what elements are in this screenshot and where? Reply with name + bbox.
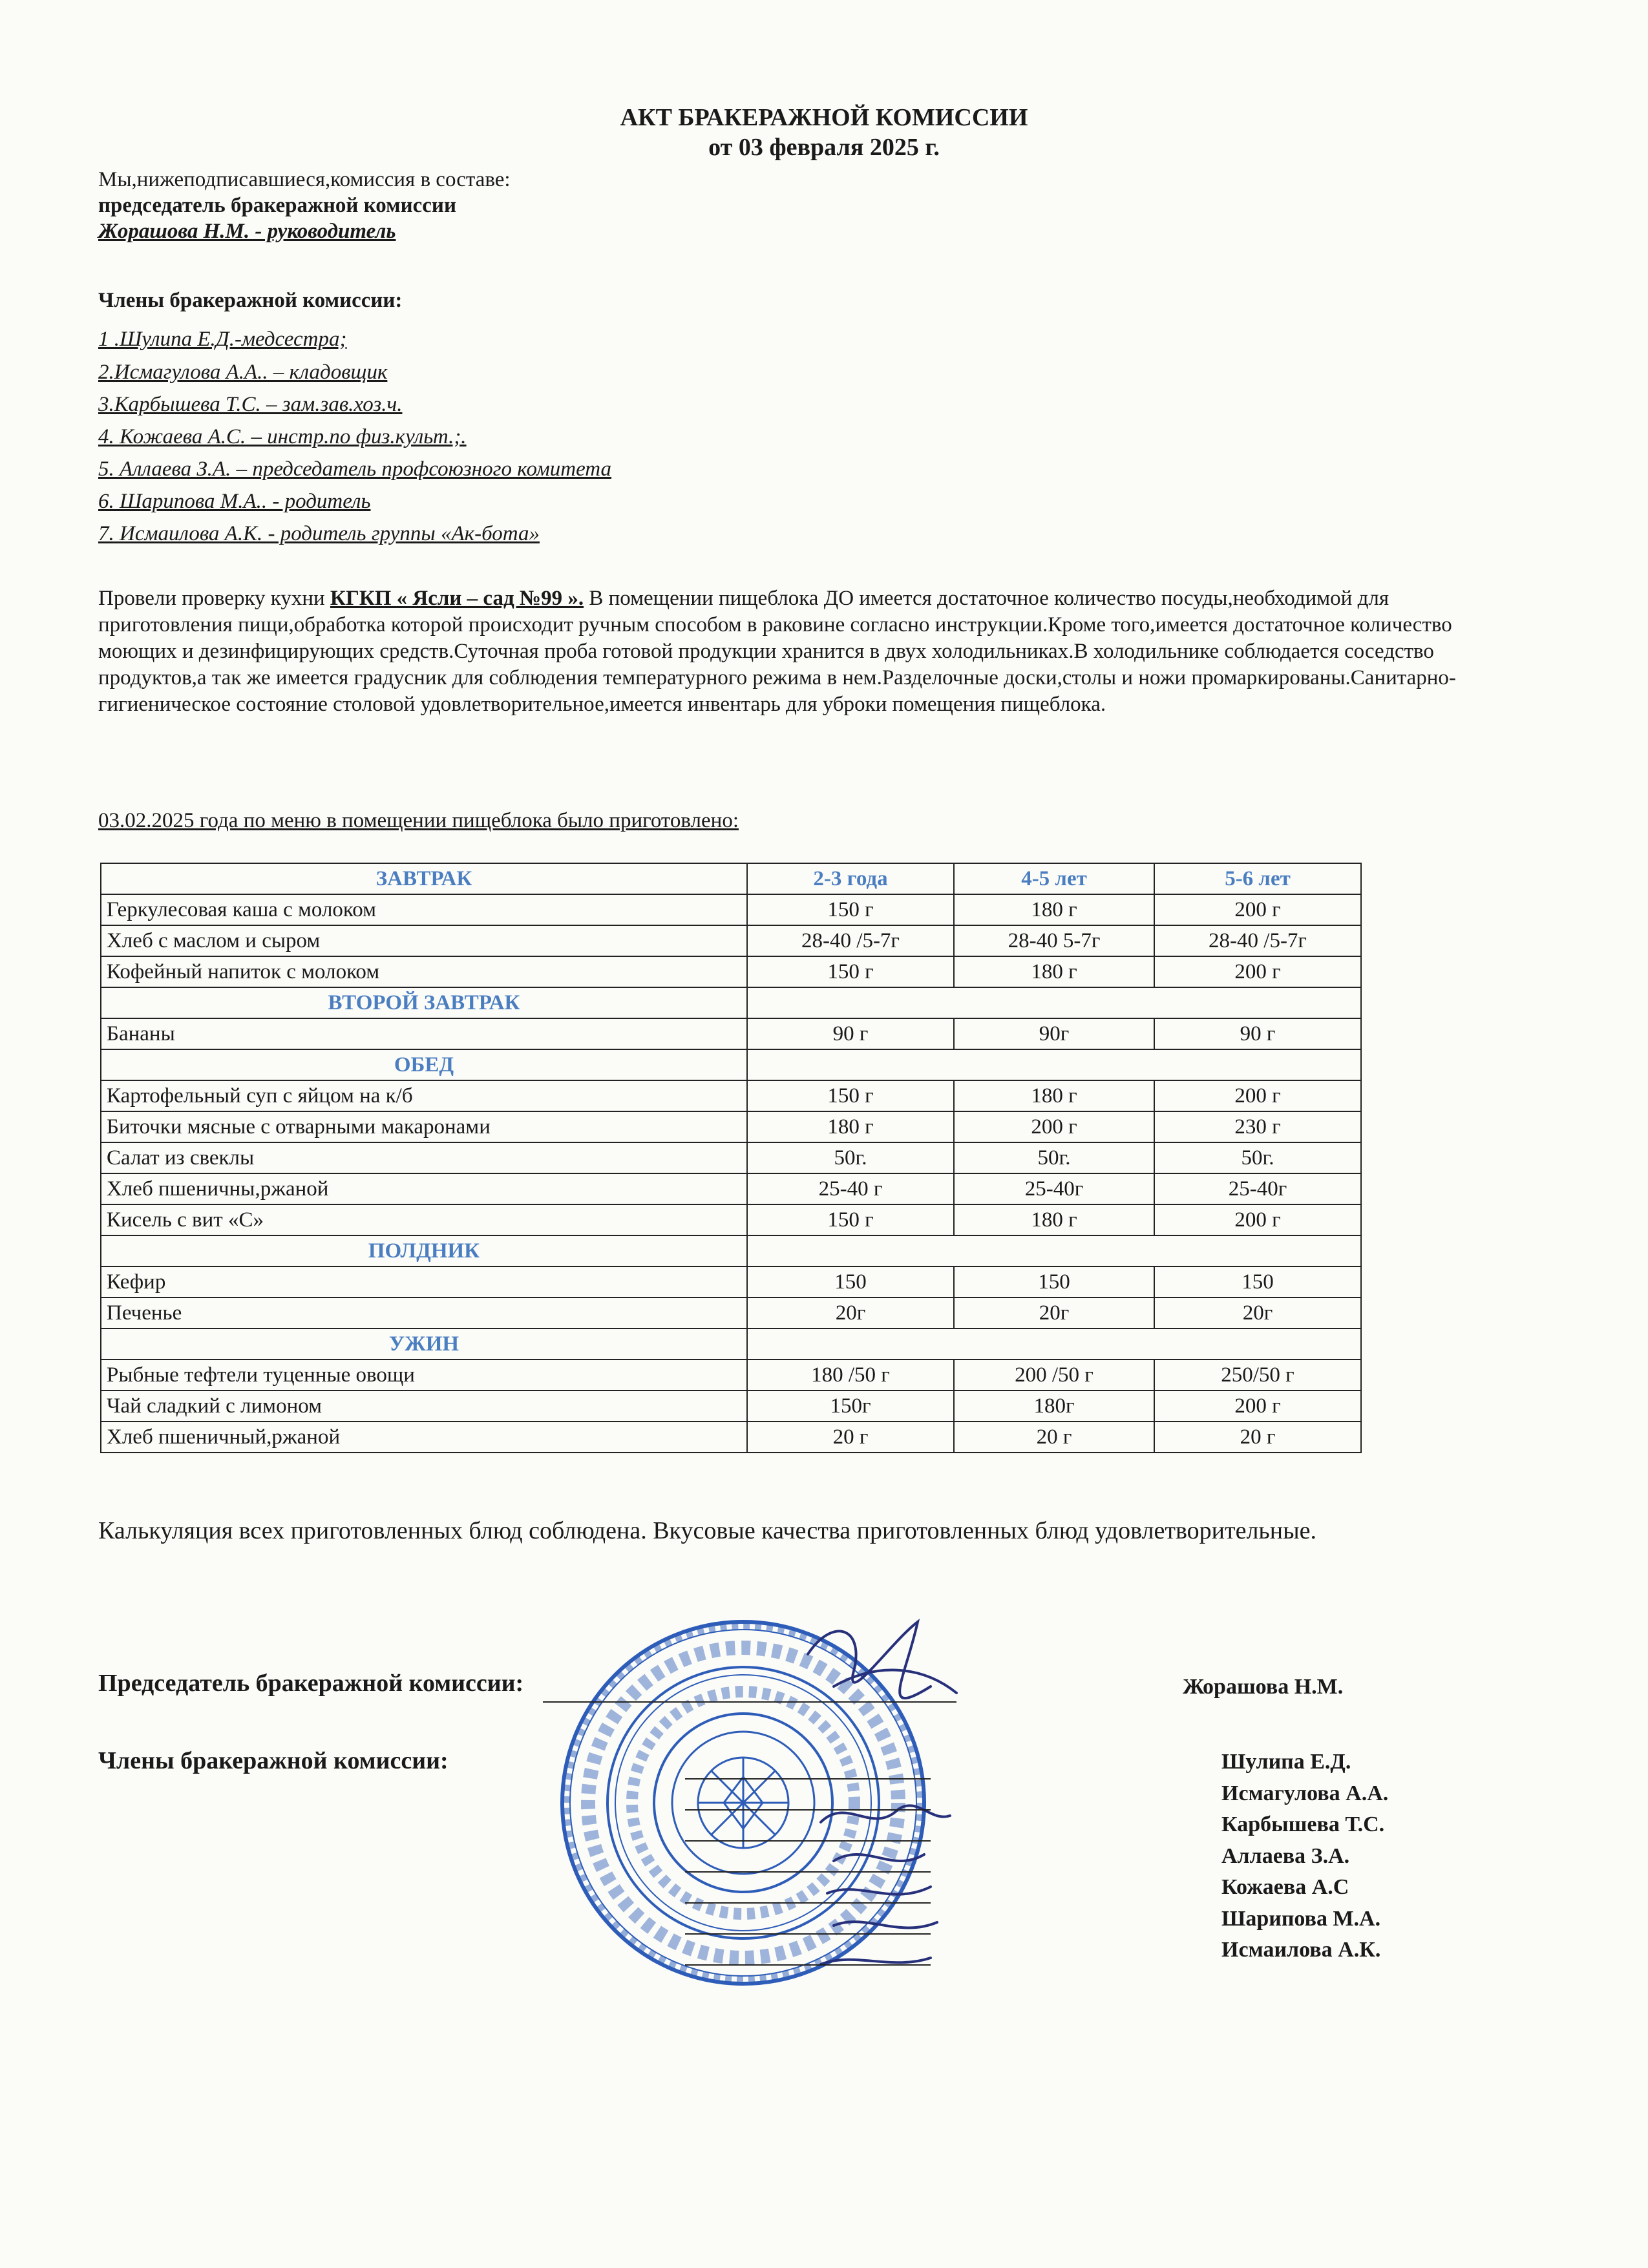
- portion-cell: 200 г: [1154, 1080, 1361, 1111]
- dish-name-cell: Картофельный суп с яйцом на к/б: [101, 1080, 747, 1111]
- portion-cell: 200 /50 г: [954, 1360, 1154, 1391]
- table-row: [101, 1266, 1361, 1297]
- member-signature-name: Кожаева А.С: [1221, 1875, 1349, 1899]
- member-line: 1 .Шулипа Е.Д.-медсестра;: [98, 328, 347, 351]
- dish-name-cell: Салат из свеклы: [101, 1142, 747, 1173]
- conclusion-text: Калькуляция всех приготовленных блюд соблюдена. Вкусовые качества приготовленных блюд удовлетворительные.: [98, 1517, 1316, 1544]
- portion-cell: 180 г: [747, 1111, 954, 1142]
- portion-cell: 90 г: [747, 1018, 954, 1049]
- menu-table: [100, 863, 1362, 1453]
- signature-line: [685, 1840, 931, 1842]
- dish-name-cell: Рыбные тефтели туценные овощи: [101, 1360, 747, 1391]
- portion-cell: 20г: [1154, 1297, 1361, 1328]
- portion-cell: 200 г: [1154, 1391, 1361, 1422]
- portion-cell: 150: [747, 1266, 954, 1297]
- member-line: 6. Шарипова М.А.. - родитель: [98, 490, 371, 513]
- portion-cell: 50г.: [954, 1142, 1154, 1173]
- dish-name-cell: Чай сладкий с лимоном: [101, 1391, 747, 1422]
- portion-cell: 230 г: [1154, 1111, 1361, 1142]
- portion-cell: 90г: [954, 1018, 1154, 1049]
- signature-line: [685, 1933, 931, 1935]
- portion-cell: 180 г: [954, 894, 1154, 925]
- table-row: [101, 925, 1361, 956]
- table-row: [101, 894, 1361, 925]
- meal-section-row: [101, 1049, 1361, 1080]
- member-line: 2.Исмагулова А.А.. – кладовщик: [98, 361, 388, 384]
- portion-cell: 28-40 /5-7г: [747, 925, 954, 956]
- portion-cell: 90 г: [1154, 1018, 1361, 1049]
- portion-cell: 180 г: [954, 1204, 1154, 1235]
- dish-name-cell: Геркулесовая каша с молоком: [101, 894, 747, 925]
- portion-cell: 200 г: [954, 1111, 1154, 1142]
- age-group-header-cell: 4-5 лет: [954, 863, 1154, 894]
- member-line: 3.Карбышева Т.С. – зам.зав.хоз.ч.: [98, 393, 403, 416]
- table-row: [101, 1080, 1361, 1111]
- portion-cell: 20 г: [954, 1422, 1154, 1453]
- empty-cell: [747, 987, 1361, 1018]
- portion-cell: 28-40 5-7г: [954, 925, 1154, 956]
- portion-cell: 150 г: [747, 956, 954, 987]
- inspection-paragraph: [98, 585, 1520, 718]
- meal-section-cell: ОБЕД: [101, 1049, 747, 1080]
- signature-line: [685, 1964, 931, 1966]
- dish-name-cell: Печенье: [101, 1297, 747, 1328]
- dish-name-cell: Хлеб пшеничный,ржаной: [101, 1422, 747, 1453]
- dish-name-cell: Кефир: [101, 1266, 747, 1297]
- portion-cell: 20 г: [1154, 1422, 1361, 1453]
- member-signature-name: Исмаилова А.К.: [1221, 1938, 1381, 1962]
- table-row: [101, 1422, 1361, 1453]
- portion-cell: 25-40 г: [747, 1173, 954, 1204]
- portion-cell: 20г: [747, 1297, 954, 1328]
- portion-cell: 50г.: [1154, 1142, 1361, 1173]
- table-row: [101, 1142, 1361, 1173]
- signature-line: [685, 1778, 931, 1780]
- document-title: АКТ БРАКЕРАЖНОЙ КОМИССИИ: [620, 104, 1028, 131]
- table-row: [101, 1204, 1361, 1235]
- table-row: [101, 1018, 1361, 1049]
- table-row: [101, 1360, 1361, 1391]
- meal-section-row: [101, 987, 1361, 1018]
- portion-cell: 200 г: [1154, 956, 1361, 987]
- dish-name-cell: Кисель с вит «С»: [101, 1204, 747, 1235]
- portion-cell: 150 г: [747, 1080, 954, 1111]
- portion-cell: 200 г: [1154, 1204, 1361, 1235]
- empty-cell: [747, 1049, 1361, 1080]
- chair-signature-label: Председатель бракеражной комиссии:: [98, 1670, 524, 1697]
- portion-cell: 25-40г: [954, 1173, 1154, 1204]
- signature-line: [685, 1902, 931, 1904]
- meal-header-cell: ЗАВТРАК: [101, 863, 747, 894]
- portion-cell: 150г: [747, 1391, 954, 1422]
- dish-name-cell: Хлеб пшеничны,ржаной: [101, 1173, 747, 1204]
- signature-line: [685, 1871, 931, 1873]
- dish-name-cell: Кофейный напиток с молоком: [101, 956, 747, 987]
- empty-cell: [747, 1328, 1361, 1360]
- empty-cell: [747, 1235, 1361, 1266]
- member-line: 5. Аллаева З.А. – председатель профсоюзного комитета: [98, 457, 612, 481]
- meal-section-row: [101, 1328, 1361, 1360]
- meal-section-cell: ПОЛДНИК: [101, 1235, 747, 1266]
- portion-cell: 250/50 г: [1154, 1360, 1361, 1391]
- portion-cell: 50г.: [747, 1142, 954, 1173]
- menu-header-row: [101, 863, 1361, 894]
- chair-signature-name: Жорашова Н.М.: [1183, 1675, 1344, 1699]
- signature-line: [685, 1809, 931, 1811]
- dish-name-cell: Хлеб с маслом и сыром: [101, 925, 747, 956]
- member-signature-name: Аллаева З.А.: [1221, 1843, 1350, 1868]
- portion-cell: 20 г: [747, 1422, 954, 1453]
- portion-cell: 150: [1154, 1266, 1361, 1297]
- chair-label: председатель бракеражной комиссии: [98, 194, 456, 217]
- portion-cell: 25-40г: [1154, 1173, 1361, 1204]
- table-row: [101, 1297, 1361, 1328]
- member-signature-name: Шарипова М.А.: [1221, 1906, 1381, 1931]
- table-row: [101, 1391, 1361, 1422]
- portion-cell: 180 /50 г: [747, 1360, 954, 1391]
- member-line: 4. Кожаева А.С. – инстр.по физ.культ.;.: [98, 425, 467, 448]
- member-signature-name: Карбышева Т.С.: [1221, 1812, 1385, 1836]
- portion-cell: 150 г: [747, 1204, 954, 1235]
- members-label: Члены бракеражной комиссии:: [98, 289, 403, 312]
- portion-cell: 28-40 /5-7г: [1154, 925, 1361, 956]
- table-row: [101, 1173, 1361, 1204]
- member-signature-names: [1221, 1747, 1388, 1966]
- dish-name-cell: Бананы: [101, 1018, 747, 1049]
- member-signature-name: Шулипа Е.Д.: [1221, 1750, 1351, 1774]
- age-group-header-cell: 2-3 года: [747, 863, 954, 894]
- chair-person: Жорашова Н.М. - руководитель: [98, 220, 396, 243]
- table-row: [101, 956, 1361, 987]
- intro-text: Мы,нижеподписавшиеся,комиссия в составе:: [98, 168, 511, 191]
- portion-cell: 20г: [954, 1297, 1154, 1328]
- member-signature-name: Исмагулова А.А.: [1221, 1781, 1389, 1805]
- portion-cell: 180 г: [954, 956, 1154, 987]
- menu-intro: 03.02.2025 года по меню в помещении пищеблока было приготовлено:: [98, 809, 739, 832]
- inspection-text: В помещении пищеблока ДО имеется достаточное количество посуды,необходимой для приготовления пищи,обработка которой происходит ручным способом в раковине согласно инструкции.Кроме того,имеется достаточное количество моющих и дезинфицирующих средств.Суточная проба готовой продукции хранится в двух холодильниках.В холодильнике соблюдается соседство продуктов,а так же имеется градусник для соблюдения температурного режима в нем.Разделочные доски,столы и ножи промаркированы.Санитарно-гигиеническое состояние столовой удовлетворительное,имеется инвентарь для уброки помещения пищеблока.: [98, 587, 1456, 716]
- members-signature-label: Члены бракеражной комиссии:: [98, 1747, 449, 1774]
- meal-section-cell: УЖИН: [101, 1328, 747, 1360]
- member-line: 7. Исмаилова А.К. - родитель группы «Ак-бота»: [98, 522, 540, 545]
- age-group-header-cell: 5-6 лет: [1154, 863, 1361, 894]
- portion-cell: 180г: [954, 1391, 1154, 1422]
- portion-cell: 180 г: [954, 1080, 1154, 1111]
- organization-name: КГКП « Ясли – сад №99 ».: [330, 587, 584, 610]
- official-seal: [530, 1602, 1008, 2003]
- dish-name-cell: Биточки мясные с отварными макаронами: [101, 1111, 747, 1142]
- portion-cell: 200 г: [1154, 894, 1361, 925]
- meal-section-cell: ВТОРОЙ ЗАВТРАК: [101, 987, 747, 1018]
- table-row: [101, 1111, 1361, 1142]
- portion-cell: 150: [954, 1266, 1154, 1297]
- portion-cell: 150 г: [747, 894, 954, 925]
- chair-signature-line: [543, 1701, 956, 1703]
- inspection-prefix: Провели проверку кухни: [98, 587, 330, 610]
- meal-section-row: [101, 1235, 1361, 1266]
- document-date: от 03 февраля 2025 г.: [708, 134, 940, 161]
